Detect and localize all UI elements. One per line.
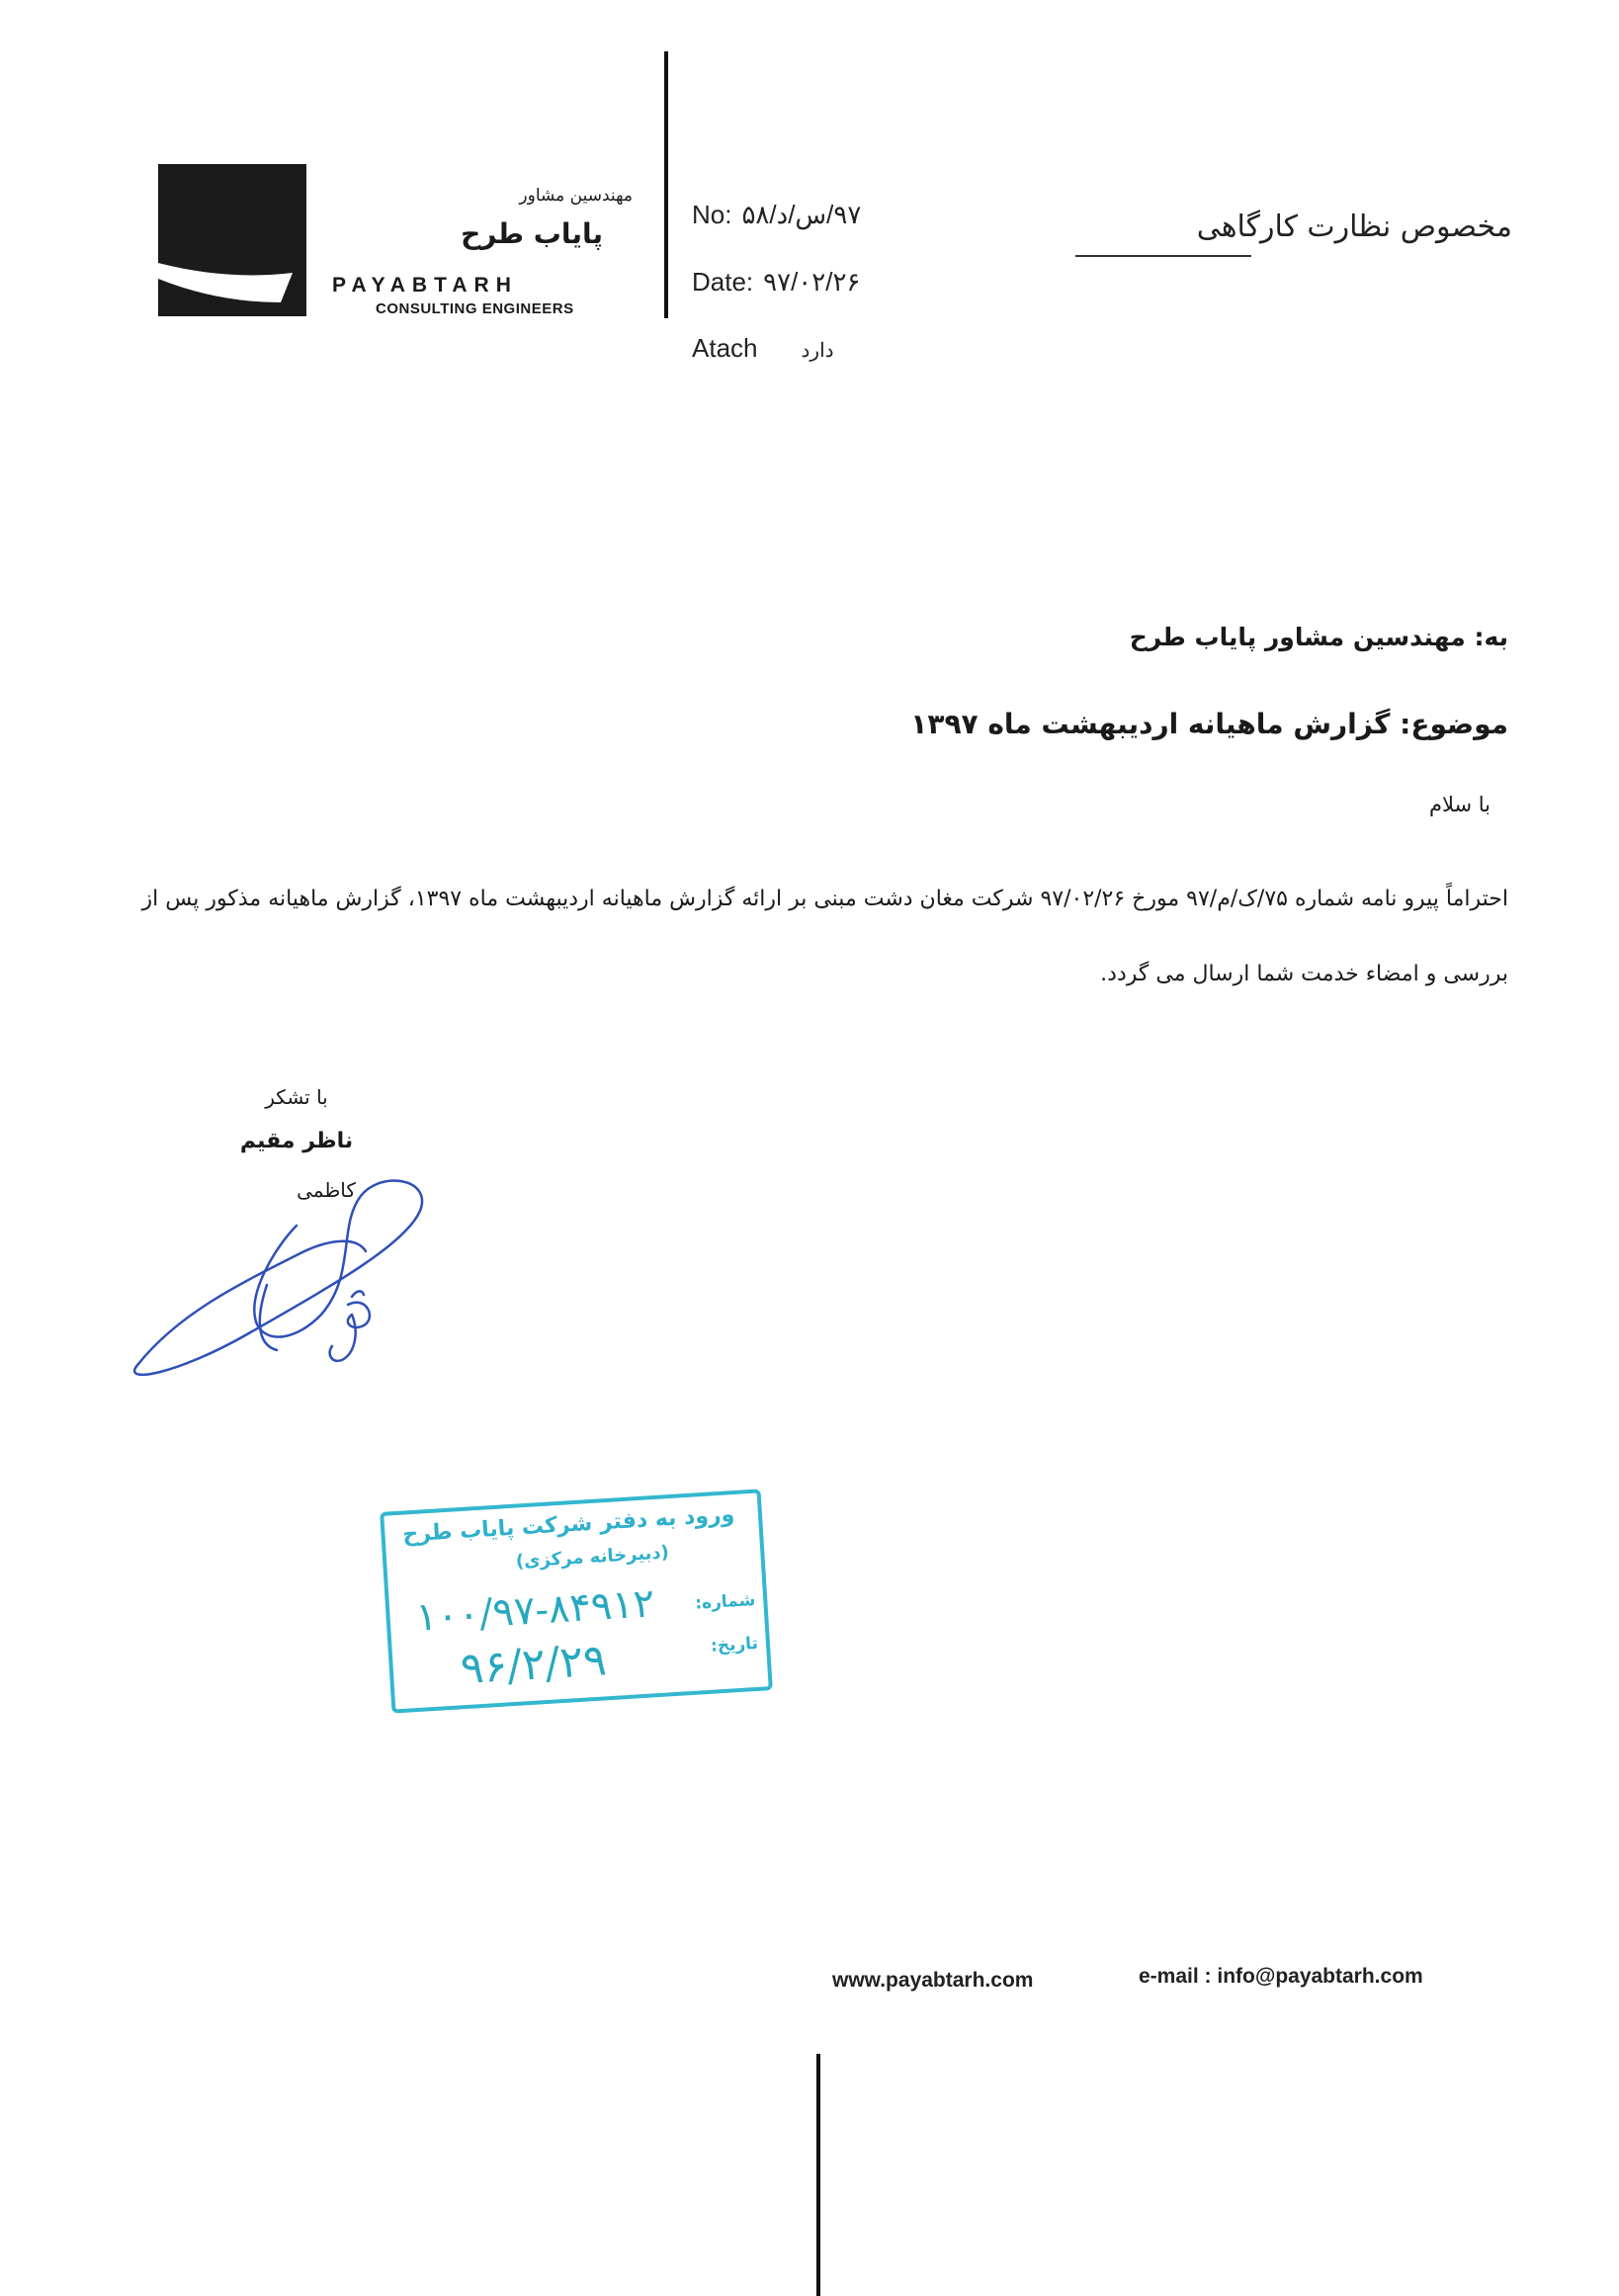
greeting: با سلام	[1428, 793, 1491, 816]
stamp-date-value: ۹۶/۲/۲۹	[459, 1635, 609, 1695]
firm-name-en: PAYABTARH	[332, 274, 518, 297]
footer-divider	[816, 2054, 820, 2296]
signer-name: کاظمی	[297, 1178, 356, 1202]
letter-body: احتراماً پیرو نامه شماره ۷۵/ک/م/۹۷ مورخ ۹۷/۰۲/۲۶ شرکت مغان دشت مبنی بر ارائه گزارش ماهیانه اردیبهشت ماه ۱۳۹۷، گزارش ماهیانه مذکور پس از بررسی و امضاء خدمت شما ارسال می گردد.	[141, 887, 1508, 986]
letter-date	[692, 267, 949, 298]
closing-thanks: با تشکر	[265, 1085, 328, 1109]
company-logo	[158, 164, 306, 316]
attachment-value: دارد	[801, 340, 834, 362]
attachment-label: Atach	[692, 333, 758, 363]
firm-subtitle-en: CONSULTING ENGINEERS	[376, 300, 574, 317]
footer-website: www.payabtarh.com	[832, 1969, 1034, 1992]
letter-number	[692, 200, 949, 230]
stamp-date-label: تاریخ:	[710, 1633, 759, 1657]
footer-email: e-mail : info@payabtarh.com	[1139, 1965, 1423, 1988]
recipient-line: به: مهندسین مشاور پایاب طرح	[1129, 623, 1508, 651]
stamp-number-value: ۱۰۰/۹۷-۸۴۹۱۲	[414, 1580, 656, 1641]
stamp-title: ورود به دفتر شرکت پایاب طرح	[401, 1502, 735, 1548]
header-divider	[664, 51, 668, 318]
letter-date-label: Date:	[692, 267, 754, 297]
classification-note: مخصوص نظارت کارگاهی	[1196, 210, 1512, 244]
firm-subtitle-fa: مهندسین مشاور	[519, 186, 633, 206]
stamp-subtitle: (دبیرخانه مرکزی)	[515, 1542, 670, 1573]
subject-line: موضوع: گزارش ماهیانه اردیبهشت ماه ۱۳۹۷	[910, 708, 1508, 740]
letter-number-value: ۹۷/س/د/۵۸	[741, 200, 862, 229]
handwritten-signature	[119, 1156, 455, 1394]
letter-number-label: No:	[692, 200, 732, 229]
classification-underline	[1075, 255, 1251, 257]
firm-name-fa: پایاب طرح	[461, 217, 603, 250]
reception-stamp	[380, 1488, 773, 1713]
signer-title: ناظر مقیم	[239, 1129, 354, 1153]
logo-swoosh-icon	[158, 164, 306, 316]
letter-attachment	[692, 333, 949, 364]
letter-date-value: ۹۷/۰۲/۲۶	[763, 267, 861, 297]
stamp-number-label: شماره:	[694, 1589, 756, 1614]
